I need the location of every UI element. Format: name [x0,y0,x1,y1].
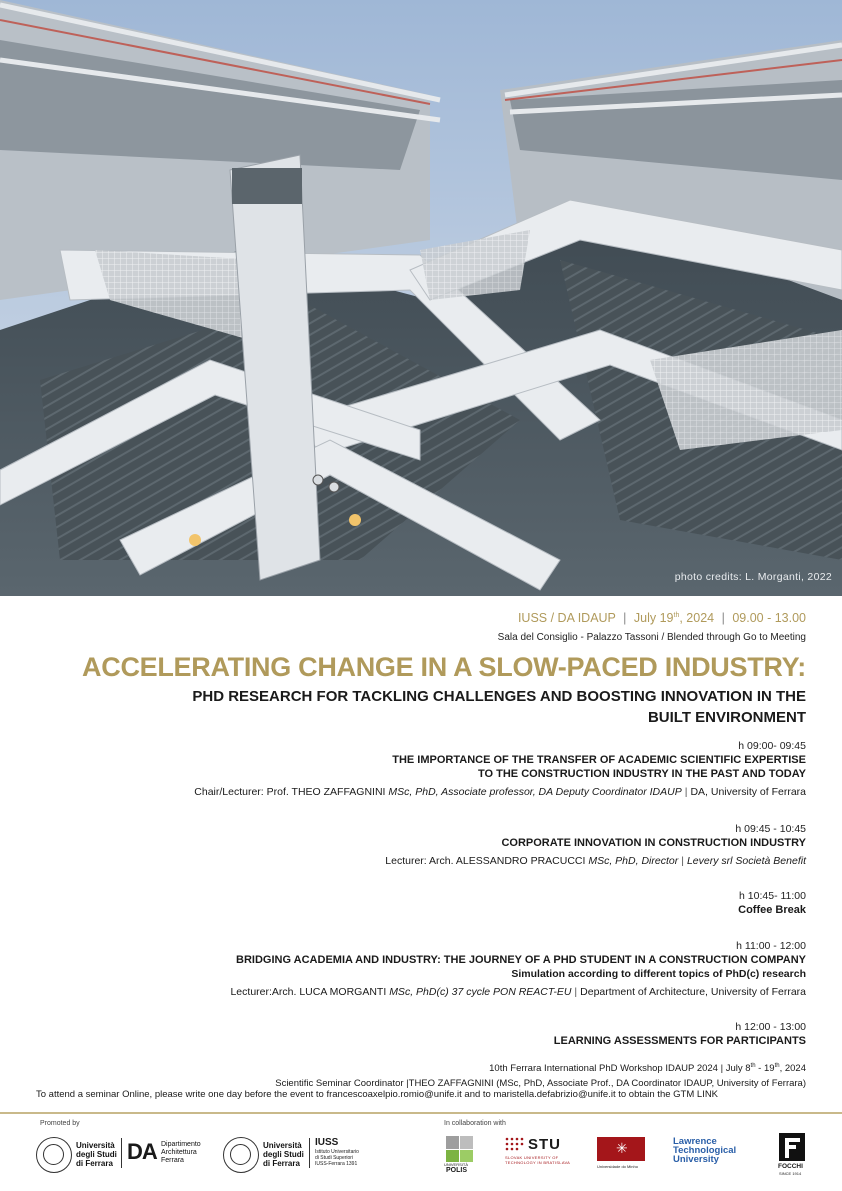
slot-lecturer: Lecturer:Arch. LUCA MORGANTI MSc, PhD(c) 37 cycle PON REACT-EU | Department of Architecture, University of Ferrara [230,986,806,998]
collaboration-label: In collaboration with [444,1120,506,1127]
ltu-logo: Lawrence Technological University [673,1136,737,1165]
separator: | [623,611,627,625]
event-organizer: IUSS / DA IDAUP [517,611,616,625]
attend-note: To attend a seminar Online, please write one day before the event to francescoaxelpio.romio@unife.it and to maristella.defabrizio@unife.it to obtain the GTM LINK [36,1089,719,1100]
slot-heading: THE IMPORTANCE OF THE TRANSFER OF ACADEMIC SCIENTIFIC EXPERTISE [392,754,806,766]
slot-subheading: Simulation according to different topics of PhD(c) research [511,968,806,980]
slot-lecturer: Lecturer: Arch. ALESSANDRO PRACUCCI MSc, PhD, Director | Levery srl Società Benefit [385,855,806,867]
slot-heading: LEARNING ASSESSMENTS FOR PARTICIPANTS [553,1035,806,1047]
unife-logo: Università degli Studi di Ferrara [36,1135,126,1175]
event-venue: Sala del Consiglio - Palazzo Tassoni / Blended through Go to Meeting [497,632,806,643]
photo-credit: photo credits: L. Morganti, 2022 [674,571,832,583]
coordinator-line: Scientific Seminar Coordinator |THEO ZAFFAGNINI (MSc, PhD, Associate Prof., DA Coordinator IDAUP, University of Ferrara) [275,1078,806,1090]
event-date: July 19th, 2024 [633,611,715,625]
slot-lecturer: Chair/Lecturer: Prof. THEO ZAFFAGNINI MSc, PhD, Associate professor, DA Deputy Coordinator IDAUP | DA, University of Ferrara [194,786,806,798]
slot-heading: Coffee Break [738,904,806,916]
stu-logo: STU SLOVAK UNIVERSITY OF TECHNOLOGY IN BRATISLAVA [505,1136,571,1165]
program-slot-5 [554,1020,806,1048]
footer-info [275,1059,806,1091]
program-slot-4 [230,939,806,999]
seal-icon [36,1137,72,1173]
program-slot-3 [738,889,806,917]
polis-logo: UNIVERSITÀ POLIS [444,1136,478,1176]
polis-icon [446,1136,474,1162]
stu-dots-icon [505,1137,525,1153]
program-slot-1 [194,739,806,799]
focchi-mark-icon [779,1133,805,1161]
slot-time: h 11:00 - 12:00 [736,940,806,952]
slot-heading-cont: TO THE CONSTRUCTION INDUSTRY IN THE PAST AND TODAY [478,768,806,780]
slot-heading: CORPORATE INNOVATION IN CONSTRUCTION INDUSTRY [501,837,806,849]
event-time: 09.00 - 13.00 [732,611,806,625]
da-logo: DA Dipartimento Architettura Ferrara [127,1139,201,1164]
page-title: ACCELERATING CHANGE IN A SLOW-PACED INDUSTRY: [82,652,806,682]
subtitle-line-2: BUILT ENVIRONMENT [647,709,806,726]
slot-time: h 12:00 - 13:00 [735,1021,806,1033]
seal-icon [223,1137,259,1173]
workshop-line: 10th Ferrara International PhD Workshop IDAUP 2024 | July 8th - 19th, 2024 [489,1063,806,1075]
logo-divider [121,1138,122,1168]
slot-time: h 09:45 - 10:45 [735,823,806,835]
unife-logo-2: Università degli Studi di Ferrara [223,1135,313,1175]
footer-divider [0,1112,842,1114]
logo-divider [309,1138,310,1168]
event-meta [518,611,806,625]
iuss-logo: IUSS Istituto Universitario di Studi Superiori IUSS-Ferrara 1391 [315,1137,359,1167]
focchi-logo: FOCCHI SINCE 1914 [778,1133,808,1179]
slot-heading: BRIDGING ACADEMIA AND INDUSTRY: THE JOURNEY OF A PHD STUDENT IN A CONSTRUCTION COMPANY [236,954,806,966]
minho-crest-icon: ✳ [597,1137,645,1161]
subtitle-line-1: PHD RESEARCH FOR TACKLING CHALLENGES AND BOOSTING INNOVATION IN THE [192,688,806,705]
slot-time: h 10:45- 11:00 [739,890,806,902]
separator: | [721,611,725,625]
minho-logo: ✳ Universidade do Minho [597,1137,647,1173]
program-slot-2 [385,822,806,868]
promoted-by-label: Promoted by [40,1120,80,1127]
page-subtitle [192,686,806,728]
slot-time: h 09:00- 09:45 [738,740,806,752]
